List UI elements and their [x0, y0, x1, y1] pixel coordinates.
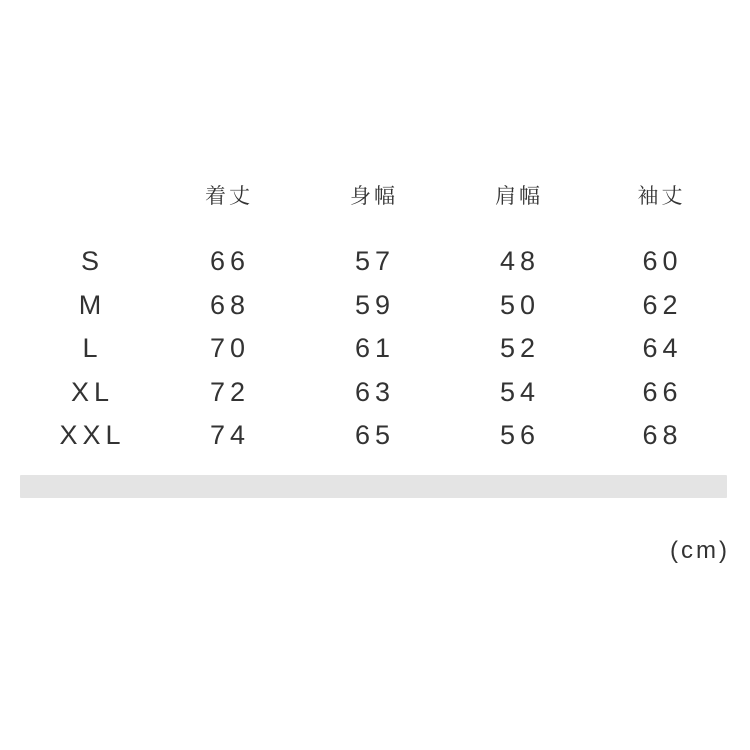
size-label: M [78, 289, 107, 320]
size-label: XXL [59, 420, 126, 451]
table-row [25, 240, 730, 284]
size-label: S [80, 246, 104, 277]
column-header-shoulder-width: 肩幅 [495, 185, 543, 208]
measurement-value: 66 [642, 376, 683, 407]
measurement-value: 61 [354, 333, 396, 364]
size-label: L [82, 333, 103, 364]
table-header-row [25, 173, 730, 217]
measurement-value: 60 [642, 246, 683, 277]
measurement-value: 68 [642, 420, 683, 451]
measurement-value: 48 [499, 246, 541, 277]
table-row [25, 414, 730, 458]
measurement-value: 63 [354, 376, 396, 407]
column-header-body-length: 着丈 [205, 185, 253, 208]
measurement-value: 56 [499, 420, 541, 451]
divider-bar [20, 475, 727, 498]
column-header-sleeve-length: 袖丈 [637, 185, 686, 208]
measurement-value: 57 [354, 246, 396, 277]
measurement-value: 68 [209, 289, 251, 320]
size-table [25, 173, 730, 458]
measurement-value: 52 [499, 333, 541, 364]
measurement-value: 50 [499, 289, 541, 320]
table-body [25, 240, 730, 458]
table-row [25, 371, 730, 415]
measurement-value: 72 [209, 376, 251, 407]
measurement-value: 59 [354, 289, 396, 320]
measurement-value: 54 [499, 376, 541, 407]
measurement-value: 62 [642, 289, 683, 320]
size-label: XL [70, 376, 115, 407]
table-row [25, 327, 730, 371]
measurement-value: 64 [642, 333, 683, 364]
measurement-value: 65 [354, 420, 396, 451]
unit-label: (cm) [670, 537, 730, 564]
column-header-body-width: 身幅 [350, 185, 398, 208]
measurement-value: 70 [209, 333, 251, 364]
measurement-value: 74 [209, 420, 251, 451]
measurement-value: 66 [209, 246, 251, 277]
table-row [25, 284, 730, 328]
